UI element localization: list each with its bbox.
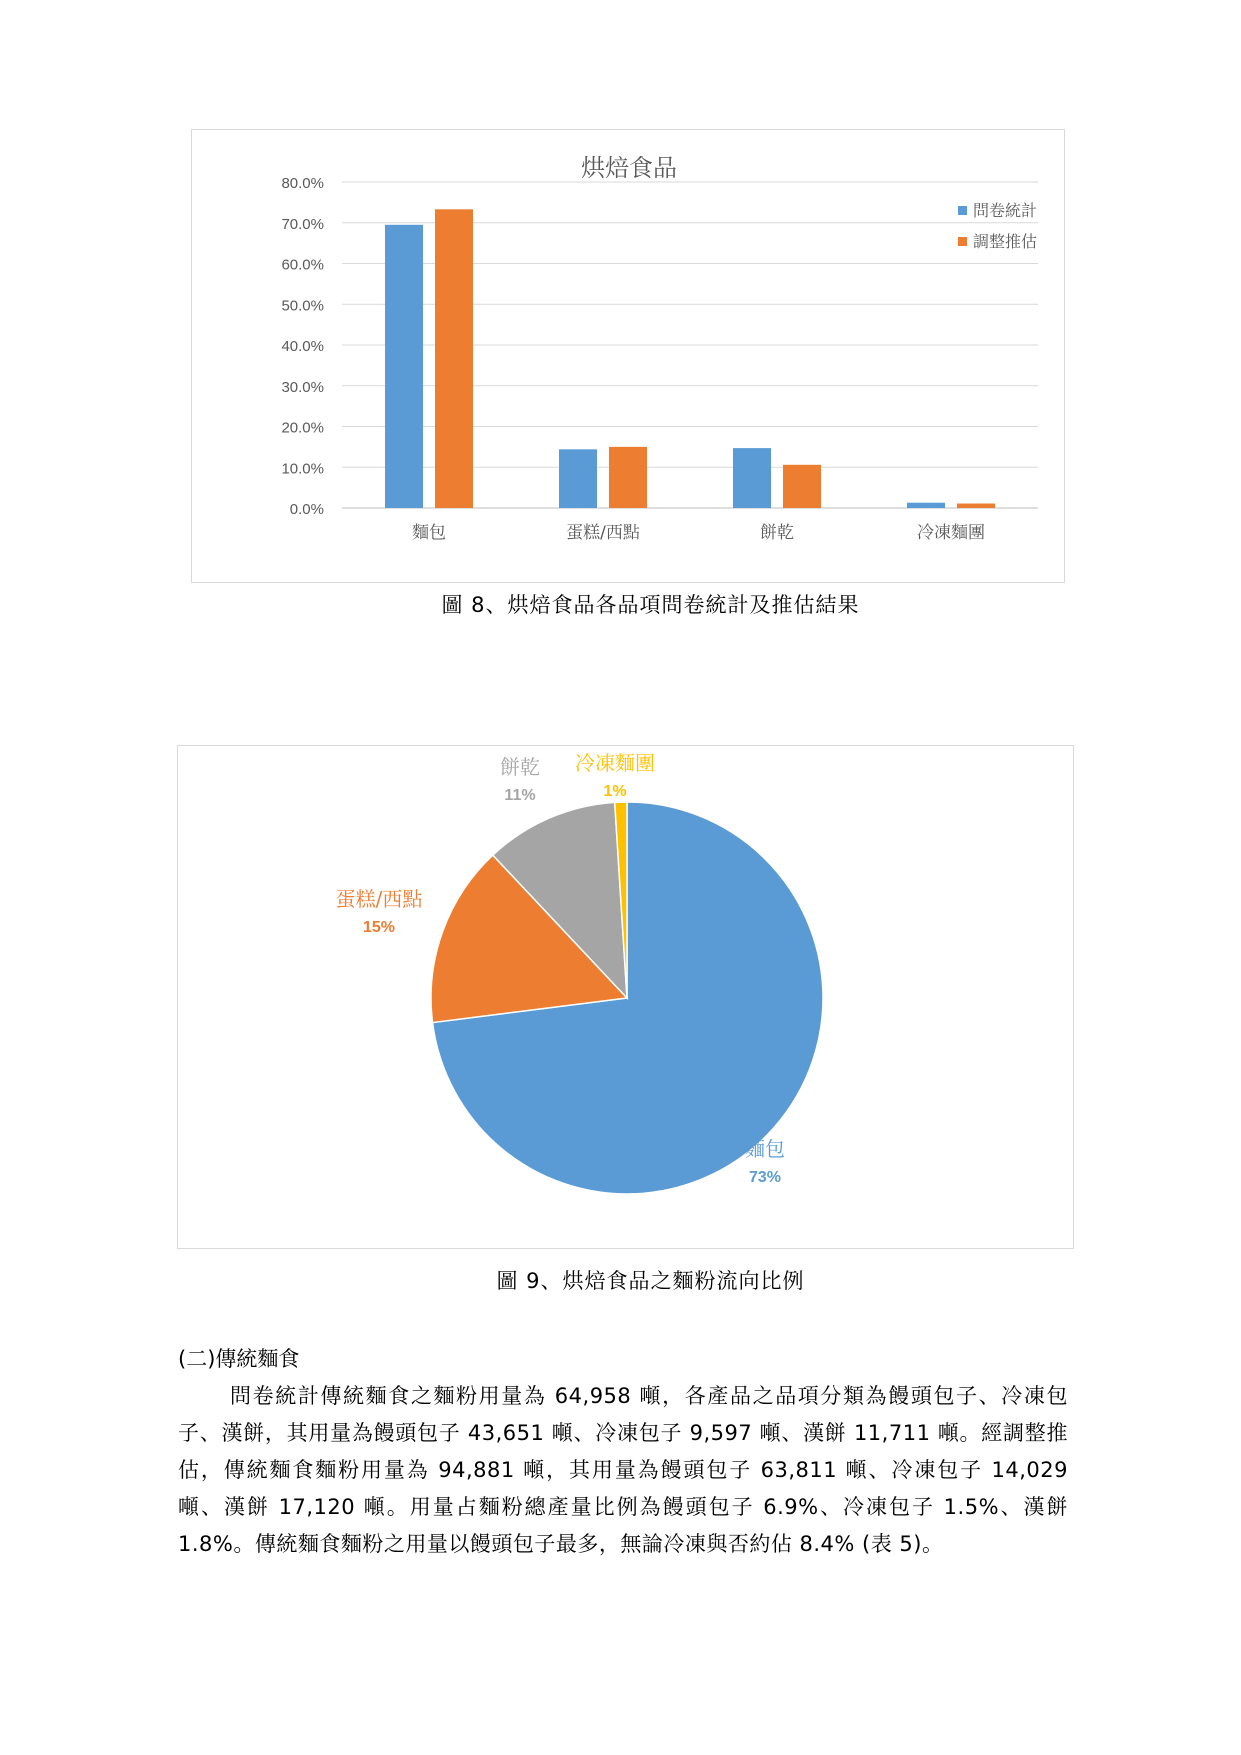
y-tick-label: 40.0%	[281, 338, 324, 355]
pie-slice-percent: 11%	[504, 787, 536, 804]
pie-chart-frame	[177, 745, 1074, 1249]
y-tick-label: 50.0%	[281, 297, 324, 315]
pie-slice-label: 蛋糕/西點	[335, 887, 423, 911]
pie-chart	[178, 746, 1075, 1250]
pie-slice-percent: 73%	[748, 1169, 782, 1186]
y-tick-label: 10.0%	[281, 460, 324, 478]
section-title: (二)傳統麵食	[178, 1347, 300, 1371]
bar-survey	[907, 503, 945, 508]
legend-label: 調整推估	[973, 232, 1038, 251]
x-tick-label: 麵包	[412, 523, 446, 543]
bar-chart	[192, 130, 1066, 584]
pie-slice-percent: 1%	[603, 783, 627, 800]
x-tick-label: 蛋糕/西點	[566, 523, 640, 543]
x-tick-label: 餅乾	[760, 523, 794, 543]
bar-adjusted	[957, 504, 995, 508]
legend-swatch	[958, 206, 967, 215]
bar-chart-frame	[191, 129, 1065, 583]
pie-slice-label: 麵包	[745, 1137, 785, 1161]
y-tick-label: 0.0%	[289, 501, 324, 518]
bar-adjusted	[609, 447, 647, 508]
pie-slice-percent: 15%	[362, 919, 396, 936]
pie-slice-label: 餅乾	[500, 755, 540, 779]
y-tick-label: 20.0%	[281, 419, 324, 437]
y-tick-label: 60.0%	[281, 256, 324, 274]
x-tick-label: 冷凍麵團	[917, 523, 985, 543]
bar-adjusted	[783, 465, 821, 508]
legend-label: 問卷統計	[973, 201, 1038, 220]
bar-survey	[385, 225, 423, 508]
figure-8-caption: 圖 8、烘焙食品各品項問卷統計及推估結果	[441, 593, 860, 617]
legend-swatch	[958, 237, 967, 246]
y-tick-label: 30.0%	[281, 378, 324, 396]
body-paragraph: 問卷統計傳統麵食之麵粉用量為 64,958 噸，各產品之品項分類為饅頭包子、冷凍包子、漢餅，其用量為饅頭包子 43,651 噸、冷凍包子 9,597 噸、漢餅 11,711 噸。經調整推估，傳統麵食麵粉用量為 94,881 噸，其用量為饅頭包子 63,811 噸、冷凍包子 14,029 噸、漢餅 17,120 噸。用量占麵粉總產量比例為饅頭包子 6.9%、冷凍包子 1.5%、漢餅 1.8%。傳統麵食麵粉之用量以饅頭包子最多，無論冷凍與否約佔 8.4% (表 5)。	[178, 1384, 1068, 1556]
figure-9-caption: 圖 9、烘焙食品之麵粉流向比例	[496, 1269, 805, 1293]
pie-slice-label: 冷凍麵團	[575, 751, 655, 775]
bar-adjusted	[435, 209, 473, 508]
bar-survey	[559, 449, 597, 508]
y-tick-label: 70.0%	[281, 215, 324, 233]
y-tick-label: 80.0%	[281, 175, 324, 192]
bar-survey	[733, 448, 771, 508]
bar-chart-title: 烘焙食品	[581, 154, 677, 182]
